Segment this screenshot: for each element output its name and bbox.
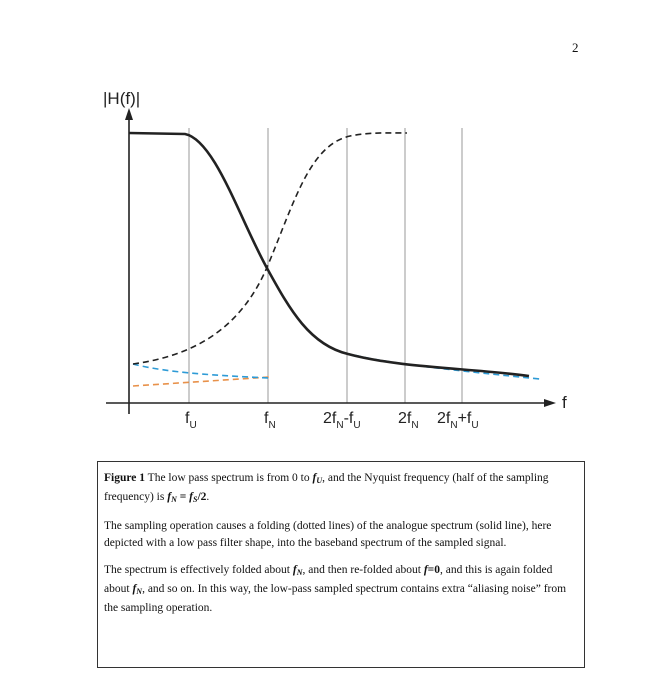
x-axis-arrowhead xyxy=(544,399,556,407)
page-number: 2 xyxy=(572,40,579,55)
tick-label-fu: $f_U$ xyxy=(185,410,197,431)
figure-label: Figure 1 xyxy=(104,472,145,484)
x-axis-label: f xyxy=(562,393,567,412)
folded-spectrum-curve xyxy=(133,133,407,364)
blue-dashed-fold xyxy=(133,364,270,378)
tick-label-2fn: $2f_N$ xyxy=(398,410,419,431)
tick-label-2fn-plus-fu: $2f_N+f_U$ xyxy=(437,410,479,431)
figure-caption xyxy=(97,461,585,668)
caption-paragraph-1: Figure 1 The low pass spectrum is from 0 to $f_U$, and the Nyquist frequency (half of the sampling frequency) is $f_N = f_S/2$. xyxy=(104,472,549,504)
caption-paragraph-2: The sampling operation causes a folding (dotted lines) of the analogue spectrum (solid line), here depicted with a low pass filter shape, into the baseband spectrum of the sampled signal. xyxy=(104,520,552,549)
tick-label-2fn-minus-fu: $2f_N-f_U$ xyxy=(323,410,361,431)
y-axis-label: |H(f)| xyxy=(103,89,141,108)
orange-dashed-line xyxy=(133,377,270,386)
caption-paragraph-3: The spectrum is effectively folded about $f_N$, and then re-folded about f=0, and this is again folded about $f_N$, and so on. In this way, the low-pass sampled spectrum contains extra “aliasing noise” from the sampling operation. xyxy=(104,564,567,614)
y-axis-arrowhead xyxy=(125,108,133,120)
tick-label-fn: $f_N$ xyxy=(264,410,276,431)
